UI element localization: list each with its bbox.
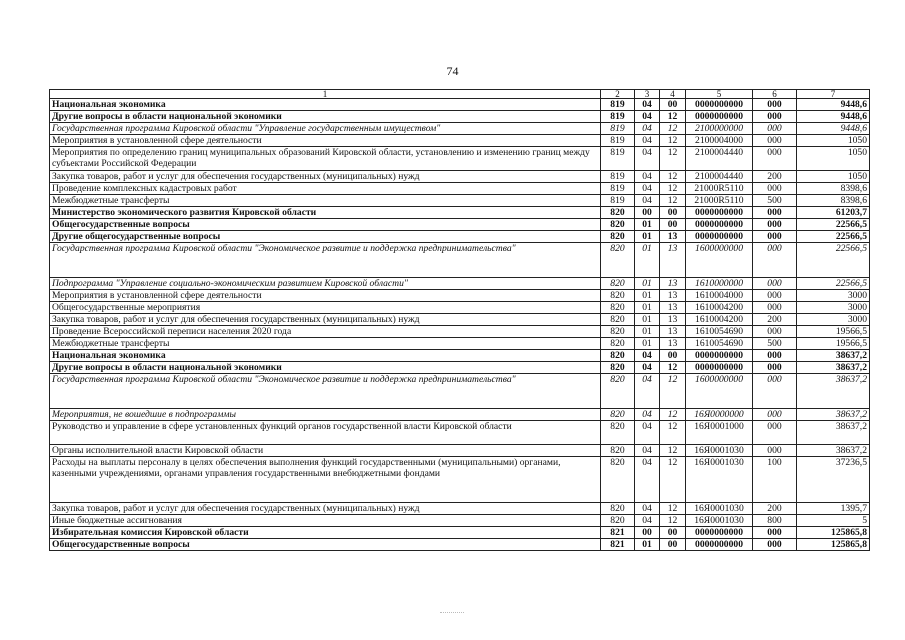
section-code-cell: 01 [635, 231, 660, 243]
subsection-code-cell: 13 [660, 302, 686, 314]
table-row [50, 421, 870, 445]
subsection-code-cell: 13 [660, 243, 686, 278]
row-name-cell: Органы исполнительной власти Кировской области [50, 445, 601, 457]
subsection-code-cell: 12 [660, 183, 686, 195]
target-article-cell: 16Я0000000 [686, 409, 753, 421]
table-row [50, 409, 870, 421]
amount-cell: 125865,8 [797, 539, 870, 551]
subsection-code-cell: 12 [660, 515, 686, 527]
amount-cell: 38637,2 [797, 409, 870, 421]
section-code-cell: 04 [635, 409, 660, 421]
ministry-code-cell: 820 [601, 231, 635, 243]
target-article-cell: 1610000000 [686, 278, 753, 290]
row-name-cell: Закупка товаров, работ и услуг для обеспечения государственных (муниципальных) нужд [50, 503, 601, 515]
ministry-code-cell: 820 [601, 503, 635, 515]
section-code-cell: 04 [635, 421, 660, 445]
target-article-cell: 0000000000 [686, 539, 753, 551]
table-row [50, 278, 870, 290]
section-code-cell: 04 [635, 195, 660, 207]
row-name-cell: Общегосударственные вопросы [50, 219, 601, 231]
ministry-code-cell: 819 [601, 195, 635, 207]
subsection-code-cell: 12 [660, 147, 686, 171]
subsection-code-cell: 12 [660, 374, 686, 409]
ministry-code-cell: 820 [601, 362, 635, 374]
table-row [50, 457, 870, 503]
column-header: 7 [797, 90, 870, 99]
expense-type-cell: 100 [753, 457, 797, 503]
subsection-code-cell: 00 [660, 207, 686, 219]
table-row [50, 183, 870, 195]
target-article-cell: 2100000000 [686, 123, 753, 135]
section-code-cell: 04 [635, 123, 660, 135]
column-header: 4 [660, 90, 686, 99]
table-row [50, 515, 870, 527]
amount-cell: 9448,6 [797, 99, 870, 111]
row-name-cell: Закупка товаров, работ и услуг для обеспечения государственных (муниципальных) нужд [50, 314, 601, 326]
subsection-code-cell: 12 [660, 135, 686, 147]
ministry-code-cell: 820 [601, 207, 635, 219]
column-header: 6 [753, 90, 797, 99]
table-row [50, 350, 870, 362]
row-name-cell: Другие вопросы в области национальной экономики [50, 111, 601, 123]
expense-type-cell: 200 [753, 171, 797, 183]
amount-cell: 38637,2 [797, 362, 870, 374]
section-code-cell: 04 [635, 135, 660, 147]
section-code-cell: 04 [635, 457, 660, 503]
table-row [50, 445, 870, 457]
section-code-cell: 04 [635, 503, 660, 515]
target-article-cell: 21000R5110 [686, 183, 753, 195]
row-name-cell: Руководство и управление в сфере установленных функций органов государственной власти Кировской области [50, 421, 601, 445]
header-row [50, 90, 870, 99]
amount-cell: 1050 [797, 171, 870, 183]
target-article-cell: 0000000000 [686, 219, 753, 231]
subsection-code-cell: 12 [660, 195, 686, 207]
expense-type-cell: 000 [753, 350, 797, 362]
row-name-cell: Межбюджетные трансферты [50, 195, 601, 207]
table-row [50, 171, 870, 183]
amount-cell: 1395,7 [797, 503, 870, 515]
section-code-cell: 04 [635, 350, 660, 362]
amount-cell: 3000 [797, 302, 870, 314]
ministry-code-cell: 820 [601, 421, 635, 445]
row-name-cell: Подпрограмма "Управление социально-экономическим развитием Кировской области" [50, 278, 601, 290]
amount-cell: 38637,2 [797, 445, 870, 457]
amount-cell: 3000 [797, 290, 870, 302]
section-code-cell: 04 [635, 362, 660, 374]
amount-cell: 1050 [797, 147, 870, 171]
row-name-cell: Общегосударственные мероприятия [50, 302, 601, 314]
expense-type-cell: 000 [753, 527, 797, 539]
target-article-cell: 1610054690 [686, 338, 753, 350]
ministry-code-cell: 820 [601, 302, 635, 314]
ministry-code-cell: 819 [601, 123, 635, 135]
amount-cell: 22566,5 [797, 219, 870, 231]
ministry-code-cell: 820 [601, 457, 635, 503]
row-name-cell: Государственная программа Кировской области "Экономическое развитие и поддержка предпринимательства" [50, 243, 601, 278]
scan-mark [440, 612, 464, 614]
subsection-code-cell: 00 [660, 350, 686, 362]
row-name-cell: Межбюджетные трансферты [50, 338, 601, 350]
budget-table [49, 89, 870, 551]
row-name-cell: Государственная программа Кировской области "Управление государственным имуществом" [50, 123, 601, 135]
table-row [50, 243, 870, 278]
expense-type-cell: 200 [753, 314, 797, 326]
amount-cell: 38637,2 [797, 350, 870, 362]
subsection-code-cell: 13 [660, 278, 686, 290]
target-article-cell: 16Я0001000 [686, 421, 753, 445]
amount-cell: 8398,6 [797, 195, 870, 207]
expense-type-cell: 000 [753, 290, 797, 302]
row-name-cell: Другие вопросы в области национальной экономики [50, 362, 601, 374]
section-code-cell: 01 [635, 243, 660, 278]
row-name-cell: Национальная экономика [50, 99, 601, 111]
column-header: 5 [686, 90, 753, 99]
target-article-cell: 2100004000 [686, 135, 753, 147]
expense-type-cell: 500 [753, 338, 797, 350]
target-article-cell: 1610054690 [686, 326, 753, 338]
expense-type-cell: 200 [753, 503, 797, 515]
subsection-code-cell: 13 [660, 231, 686, 243]
section-code-cell: 04 [635, 99, 660, 111]
expense-type-cell: 000 [753, 111, 797, 123]
row-name-cell: Мероприятия в установленной сфере деятельности [50, 290, 601, 302]
ministry-code-cell: 820 [601, 314, 635, 326]
ministry-code-cell: 819 [601, 147, 635, 171]
target-article-cell: 0000000000 [686, 362, 753, 374]
expense-type-cell: 000 [753, 99, 797, 111]
subsection-code-cell: 00 [660, 99, 686, 111]
subsection-code-cell: 12 [660, 421, 686, 445]
table-row [50, 302, 870, 314]
subsection-code-cell: 00 [660, 527, 686, 539]
target-article-cell: 0000000000 [686, 207, 753, 219]
table-row [50, 539, 870, 551]
subsection-code-cell: 12 [660, 457, 686, 503]
expense-type-cell: 000 [753, 243, 797, 278]
amount-cell: 22566,5 [797, 278, 870, 290]
section-code-cell: 00 [635, 207, 660, 219]
table-row [50, 338, 870, 350]
row-name-cell: Избирательная комиссия Кировской области [50, 527, 601, 539]
row-name-cell: Закупка товаров, работ и услуг для обеспечения государственных (муниципальных) нужд [50, 171, 601, 183]
row-name-cell: Расходы на выплаты персоналу в целях обеспечения выполнения функций государственными (муниципальными) органами, казенными учреждениями, органами управления государственными внебюджетными фондами [50, 457, 601, 503]
subsection-code-cell: 12 [660, 503, 686, 515]
expense-type-cell: 000 [753, 374, 797, 409]
section-code-cell: 04 [635, 374, 660, 409]
table-row [50, 231, 870, 243]
target-article-cell: 1610004200 [686, 314, 753, 326]
ministry-code-cell: 820 [601, 350, 635, 362]
expense-type-cell: 500 [753, 195, 797, 207]
amount-cell: 38637,2 [797, 374, 870, 409]
expense-type-cell: 000 [753, 362, 797, 374]
table-row [50, 290, 870, 302]
table-row [50, 362, 870, 374]
section-code-cell: 01 [635, 338, 660, 350]
ministry-code-cell: 820 [601, 409, 635, 421]
amount-cell: 38637,2 [797, 421, 870, 445]
row-name-cell: Мероприятия в установленной сфере деятельности [50, 135, 601, 147]
ministry-code-cell: 820 [601, 278, 635, 290]
section-code-cell: 01 [635, 290, 660, 302]
subsection-code-cell: 12 [660, 362, 686, 374]
subsection-code-cell: 13 [660, 338, 686, 350]
table-row [50, 219, 870, 231]
section-code-cell: 01 [635, 539, 660, 551]
target-article-cell: 0000000000 [686, 350, 753, 362]
subsection-code-cell: 00 [660, 539, 686, 551]
ministry-code-cell: 819 [601, 183, 635, 195]
ministry-code-cell: 821 [601, 539, 635, 551]
table-row [50, 503, 870, 515]
table-row [50, 111, 870, 123]
target-article-cell: 1610004000 [686, 290, 753, 302]
subsection-code-cell: 13 [660, 290, 686, 302]
target-article-cell: 2100004440 [686, 171, 753, 183]
column-header: 2 [601, 90, 635, 99]
table-row [50, 123, 870, 135]
table-row [50, 326, 870, 338]
target-article-cell: 0000000000 [686, 231, 753, 243]
ministry-code-cell: 820 [601, 515, 635, 527]
target-article-cell: 0000000000 [686, 527, 753, 539]
subsection-code-cell: 12 [660, 123, 686, 135]
expense-type-cell: 000 [753, 421, 797, 445]
section-code-cell: 04 [635, 515, 660, 527]
amount-cell: 1050 [797, 135, 870, 147]
row-name-cell: Общегосударственные вопросы [50, 539, 601, 551]
table-row [50, 374, 870, 409]
subsection-code-cell: 13 [660, 326, 686, 338]
row-name-cell: Министерство экономического развития Кировской области [50, 207, 601, 219]
expense-type-cell: 800 [753, 515, 797, 527]
column-header: 1 [50, 90, 601, 99]
target-article-cell: 0000000000 [686, 111, 753, 123]
expense-type-cell: 000 [753, 207, 797, 219]
section-code-cell: 01 [635, 314, 660, 326]
ministry-code-cell: 819 [601, 99, 635, 111]
amount-cell: 61203,7 [797, 207, 870, 219]
table-row [50, 207, 870, 219]
target-article-cell: 0000000000 [686, 99, 753, 111]
row-name-cell: Мероприятия по определению границ муниципальных образований Кировской области, установлению и изменению границ между субъектами Российской Федерации [50, 147, 601, 171]
expense-type-cell: 000 [753, 123, 797, 135]
page-number: 74 [446, 64, 459, 78]
table-row [50, 314, 870, 326]
target-article-cell: 16Я0001030 [686, 515, 753, 527]
expense-type-cell: 000 [753, 539, 797, 551]
amount-cell: 22566,5 [797, 231, 870, 243]
ministry-code-cell: 820 [601, 374, 635, 409]
section-code-cell: 01 [635, 278, 660, 290]
row-name-cell: Проведение Всероссийской переписи населения 2020 года [50, 326, 601, 338]
target-article-cell: 16Я0001030 [686, 457, 753, 503]
subsection-code-cell: 12 [660, 171, 686, 183]
ministry-code-cell: 819 [601, 171, 635, 183]
expense-type-cell: 000 [753, 183, 797, 195]
ministry-code-cell: 819 [601, 135, 635, 147]
expense-type-cell: 000 [753, 147, 797, 171]
expense-type-cell: 000 [753, 409, 797, 421]
amount-cell: 9448,6 [797, 111, 870, 123]
target-article-cell: 1600000000 [686, 374, 753, 409]
amount-cell: 125865,8 [797, 527, 870, 539]
amount-cell: 5 [797, 515, 870, 527]
expense-type-cell: 000 [753, 445, 797, 457]
amount-cell: 19566,5 [797, 338, 870, 350]
ministry-code-cell: 820 [601, 326, 635, 338]
target-article-cell: 1600000000 [686, 243, 753, 278]
expense-type-cell: 000 [753, 326, 797, 338]
expense-type-cell: 000 [753, 135, 797, 147]
section-code-cell: 01 [635, 302, 660, 314]
expense-type-cell: 000 [753, 231, 797, 243]
section-code-cell: 04 [635, 183, 660, 195]
amount-cell: 37236,5 [797, 457, 870, 503]
ministry-code-cell: 820 [601, 290, 635, 302]
table-row [50, 527, 870, 539]
amount-cell: 19566,5 [797, 326, 870, 338]
expense-type-cell: 000 [753, 278, 797, 290]
table-row [50, 195, 870, 207]
table-row [50, 147, 870, 171]
target-article-cell: 2100004440 [686, 147, 753, 171]
table-row [50, 99, 870, 111]
ministry-code-cell: 820 [601, 243, 635, 278]
ministry-code-cell: 821 [601, 527, 635, 539]
subsection-code-cell: 13 [660, 314, 686, 326]
section-code-cell: 04 [635, 445, 660, 457]
amount-cell: 3000 [797, 314, 870, 326]
subsection-code-cell: 00 [660, 219, 686, 231]
row-name-cell: Государственная программа Кировской области "Экономическое развитие и поддержка предпринимательства" [50, 374, 601, 409]
ministry-code-cell: 820 [601, 219, 635, 231]
amount-cell: 8398,6 [797, 183, 870, 195]
section-code-cell: 01 [635, 326, 660, 338]
column-header: 3 [635, 90, 660, 99]
ministry-code-cell: 820 [601, 445, 635, 457]
section-code-cell: 04 [635, 111, 660, 123]
expense-type-cell: 000 [753, 219, 797, 231]
section-code-cell: 01 [635, 219, 660, 231]
target-article-cell: 1610004200 [686, 302, 753, 314]
subsection-code-cell: 12 [660, 111, 686, 123]
row-name-cell: Национальная экономика [50, 350, 601, 362]
target-article-cell: 21000R5110 [686, 195, 753, 207]
section-code-cell: 00 [635, 527, 660, 539]
amount-cell: 22566,5 [797, 243, 870, 278]
subsection-code-cell: 12 [660, 409, 686, 421]
row-name-cell: Иные бюджетные ассигнования [50, 515, 601, 527]
ministry-code-cell: 819 [601, 111, 635, 123]
row-name-cell: Другие общегосударственные вопросы [50, 231, 601, 243]
expense-type-cell: 000 [753, 302, 797, 314]
section-code-cell: 04 [635, 147, 660, 171]
subsection-code-cell: 12 [660, 445, 686, 457]
row-name-cell: Мероприятия, не вошедшие в подпрограммы [50, 409, 601, 421]
table-row [50, 135, 870, 147]
row-name-cell: Проведение комплексных кадастровых работ [50, 183, 601, 195]
target-article-cell: 16Я0001030 [686, 445, 753, 457]
ministry-code-cell: 820 [601, 338, 635, 350]
target-article-cell: 16Я0001030 [686, 503, 753, 515]
amount-cell: 9448,6 [797, 123, 870, 135]
section-code-cell: 04 [635, 171, 660, 183]
